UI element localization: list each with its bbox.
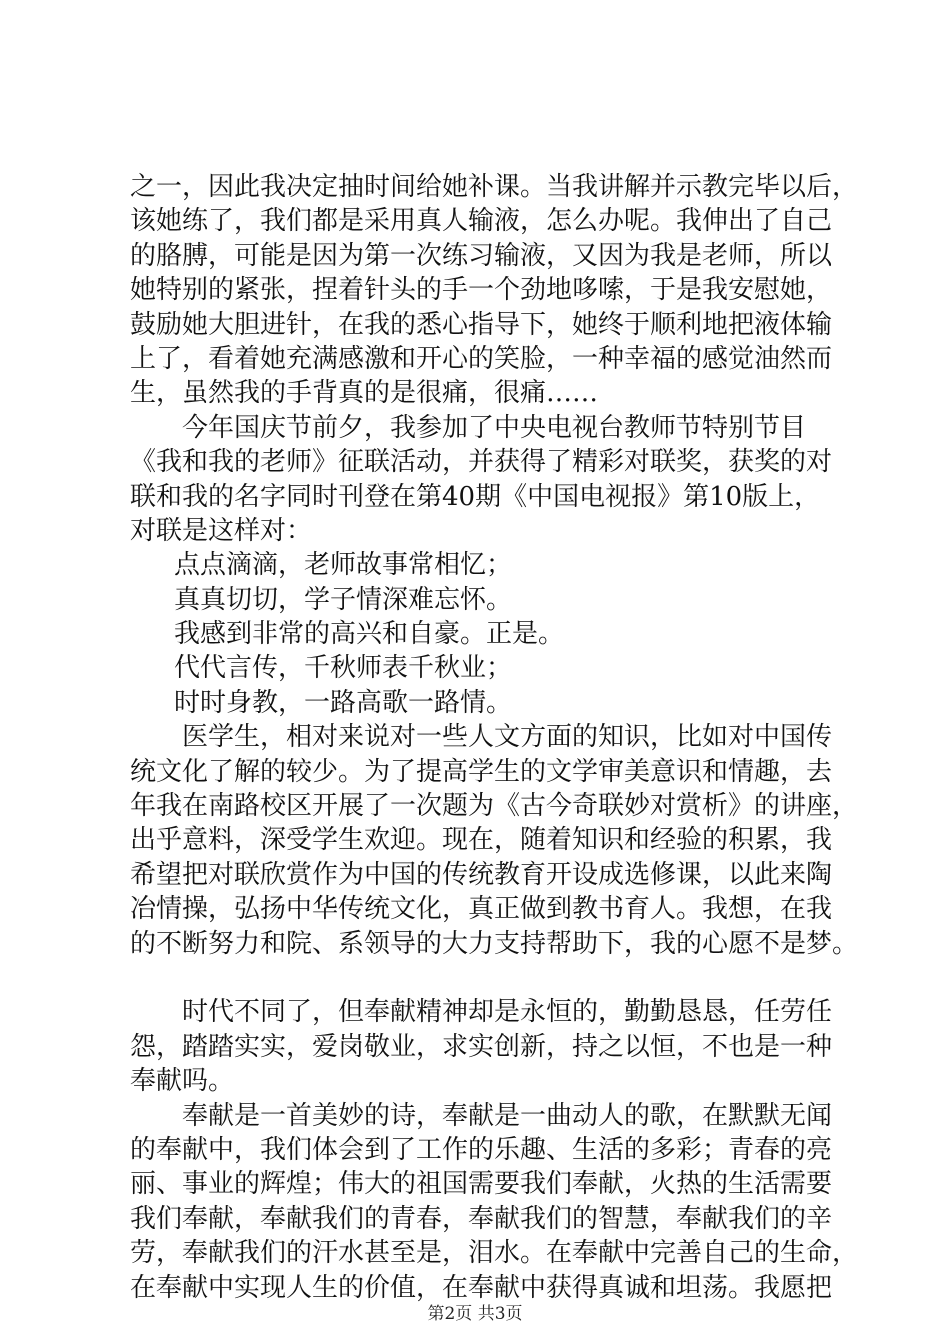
text-line: 她特别的紧张，捏着针头的手一个劲地哆嗦，于是我安慰她， bbox=[130, 275, 833, 306]
text-line: 该她练了，我们都是采用真人输液，怎么办呢。我伸出了自己 bbox=[130, 206, 833, 237]
text-line: 在奉献中实现人生的价值，在奉献中获得真诚和坦荡。我愿把 bbox=[130, 1272, 833, 1303]
text-line: 丽、事业的辉煌；伟大的祖国需要我们奉献，火热的生活需要 bbox=[130, 1169, 833, 1200]
text-line: 鼓励她大胆进针，在我的悉心指导下，她终于顺利地把液体输 bbox=[130, 309, 833, 340]
text-line: 希望把对联欣赏作为中国的传统教育开设成选修课，以此来陶 bbox=[130, 859, 833, 890]
text-line: 《我和我的老师》征联活动，并获得了精彩对联奖，获奖的对 bbox=[130, 447, 833, 478]
text-line: 出乎意料，深受学生欢迎。现在，随着知识和经验的积累，我 bbox=[130, 825, 833, 856]
text-line: 上了，看着她充满感激和开心的笑脸，一种幸福的感觉油然而 bbox=[130, 343, 833, 374]
text-line: 我感到非常的高兴和自豪。正是。 bbox=[174, 619, 565, 650]
text-line: 的奉献中，我们体会到了工作的乐趣、生活的多彩；青春的亮 bbox=[130, 1134, 833, 1165]
paragraph-start-line: 时代不同了，但奉献精神却是永恒的，勤勤恳恳，任劳任 bbox=[182, 997, 833, 1028]
text-line: 生，虽然我的手背真的是很痛，很痛…… bbox=[130, 378, 599, 409]
couplet-line: 点点滴滴，老师故事常相忆； bbox=[174, 550, 513, 581]
text-line: 联和我的名字同时刊登在第40期《中国电视报》第10版上， bbox=[130, 481, 821, 512]
page-number-footer: 第2页 共3页 bbox=[427, 1304, 523, 1324]
document-body bbox=[130, 170, 859, 1305]
couplet-line: 代代言传，千秋师表千秋业； bbox=[174, 653, 513, 684]
text-line: 奉献吗。 bbox=[130, 1066, 235, 1097]
text-line: 我们奉献，奉献我们的青春，奉献我们的智慧，奉献我们的辛 bbox=[130, 1203, 833, 1234]
paragraph-start-line: 奉献是一首美妙的诗，奉献是一曲动人的歌，在默默无闻 bbox=[182, 1100, 833, 1131]
paragraph-start-line: 今年国庆节前夕，我参加了中央电视台教师节特别节目 bbox=[182, 412, 807, 443]
paragraph-gap bbox=[130, 961, 830, 995]
text-line: 怨，踏踏实实，爱岗敬业，求实创新，持之以恒，不也是一种 bbox=[130, 1031, 833, 1062]
paragraph-start-line: 医学生，相对来说对一些人文方面的知识，比如对中国传 bbox=[182, 722, 833, 753]
couplet-line: 真真切切，学子情深难忘怀。 bbox=[174, 584, 513, 615]
text-line: 年我在南路校区开展了一次题为《古今奇联妙对赏析》的讲座， bbox=[130, 791, 859, 822]
text-line: 之一，因此我决定抽时间给她补课。当我讲解并示教完毕以后， bbox=[130, 172, 859, 202]
text-line: 劳，奉献我们的汗水甚至是，泪水。在奉献中完善自己的生命， bbox=[130, 1238, 859, 1269]
text-line: 冶情操，弘扬中华传统文化，真正做到教书育人。我想，在我 bbox=[130, 894, 833, 925]
couplet-line: 时时身教，一路高歌一路情。 bbox=[174, 687, 513, 718]
text-line: 的不断努力和院、系领导的大力支持帮助下，我的心愿不是梦。 bbox=[130, 928, 859, 959]
text-line: 的胳膊，可能是因为第一次练习输液，又因为我是老师，所以 bbox=[130, 240, 833, 271]
text-line: 统文化了解的较少。为了提高学生的文学审美意识和情趣，去 bbox=[130, 756, 833, 787]
text-line: 对联是这样对： bbox=[130, 515, 313, 546]
